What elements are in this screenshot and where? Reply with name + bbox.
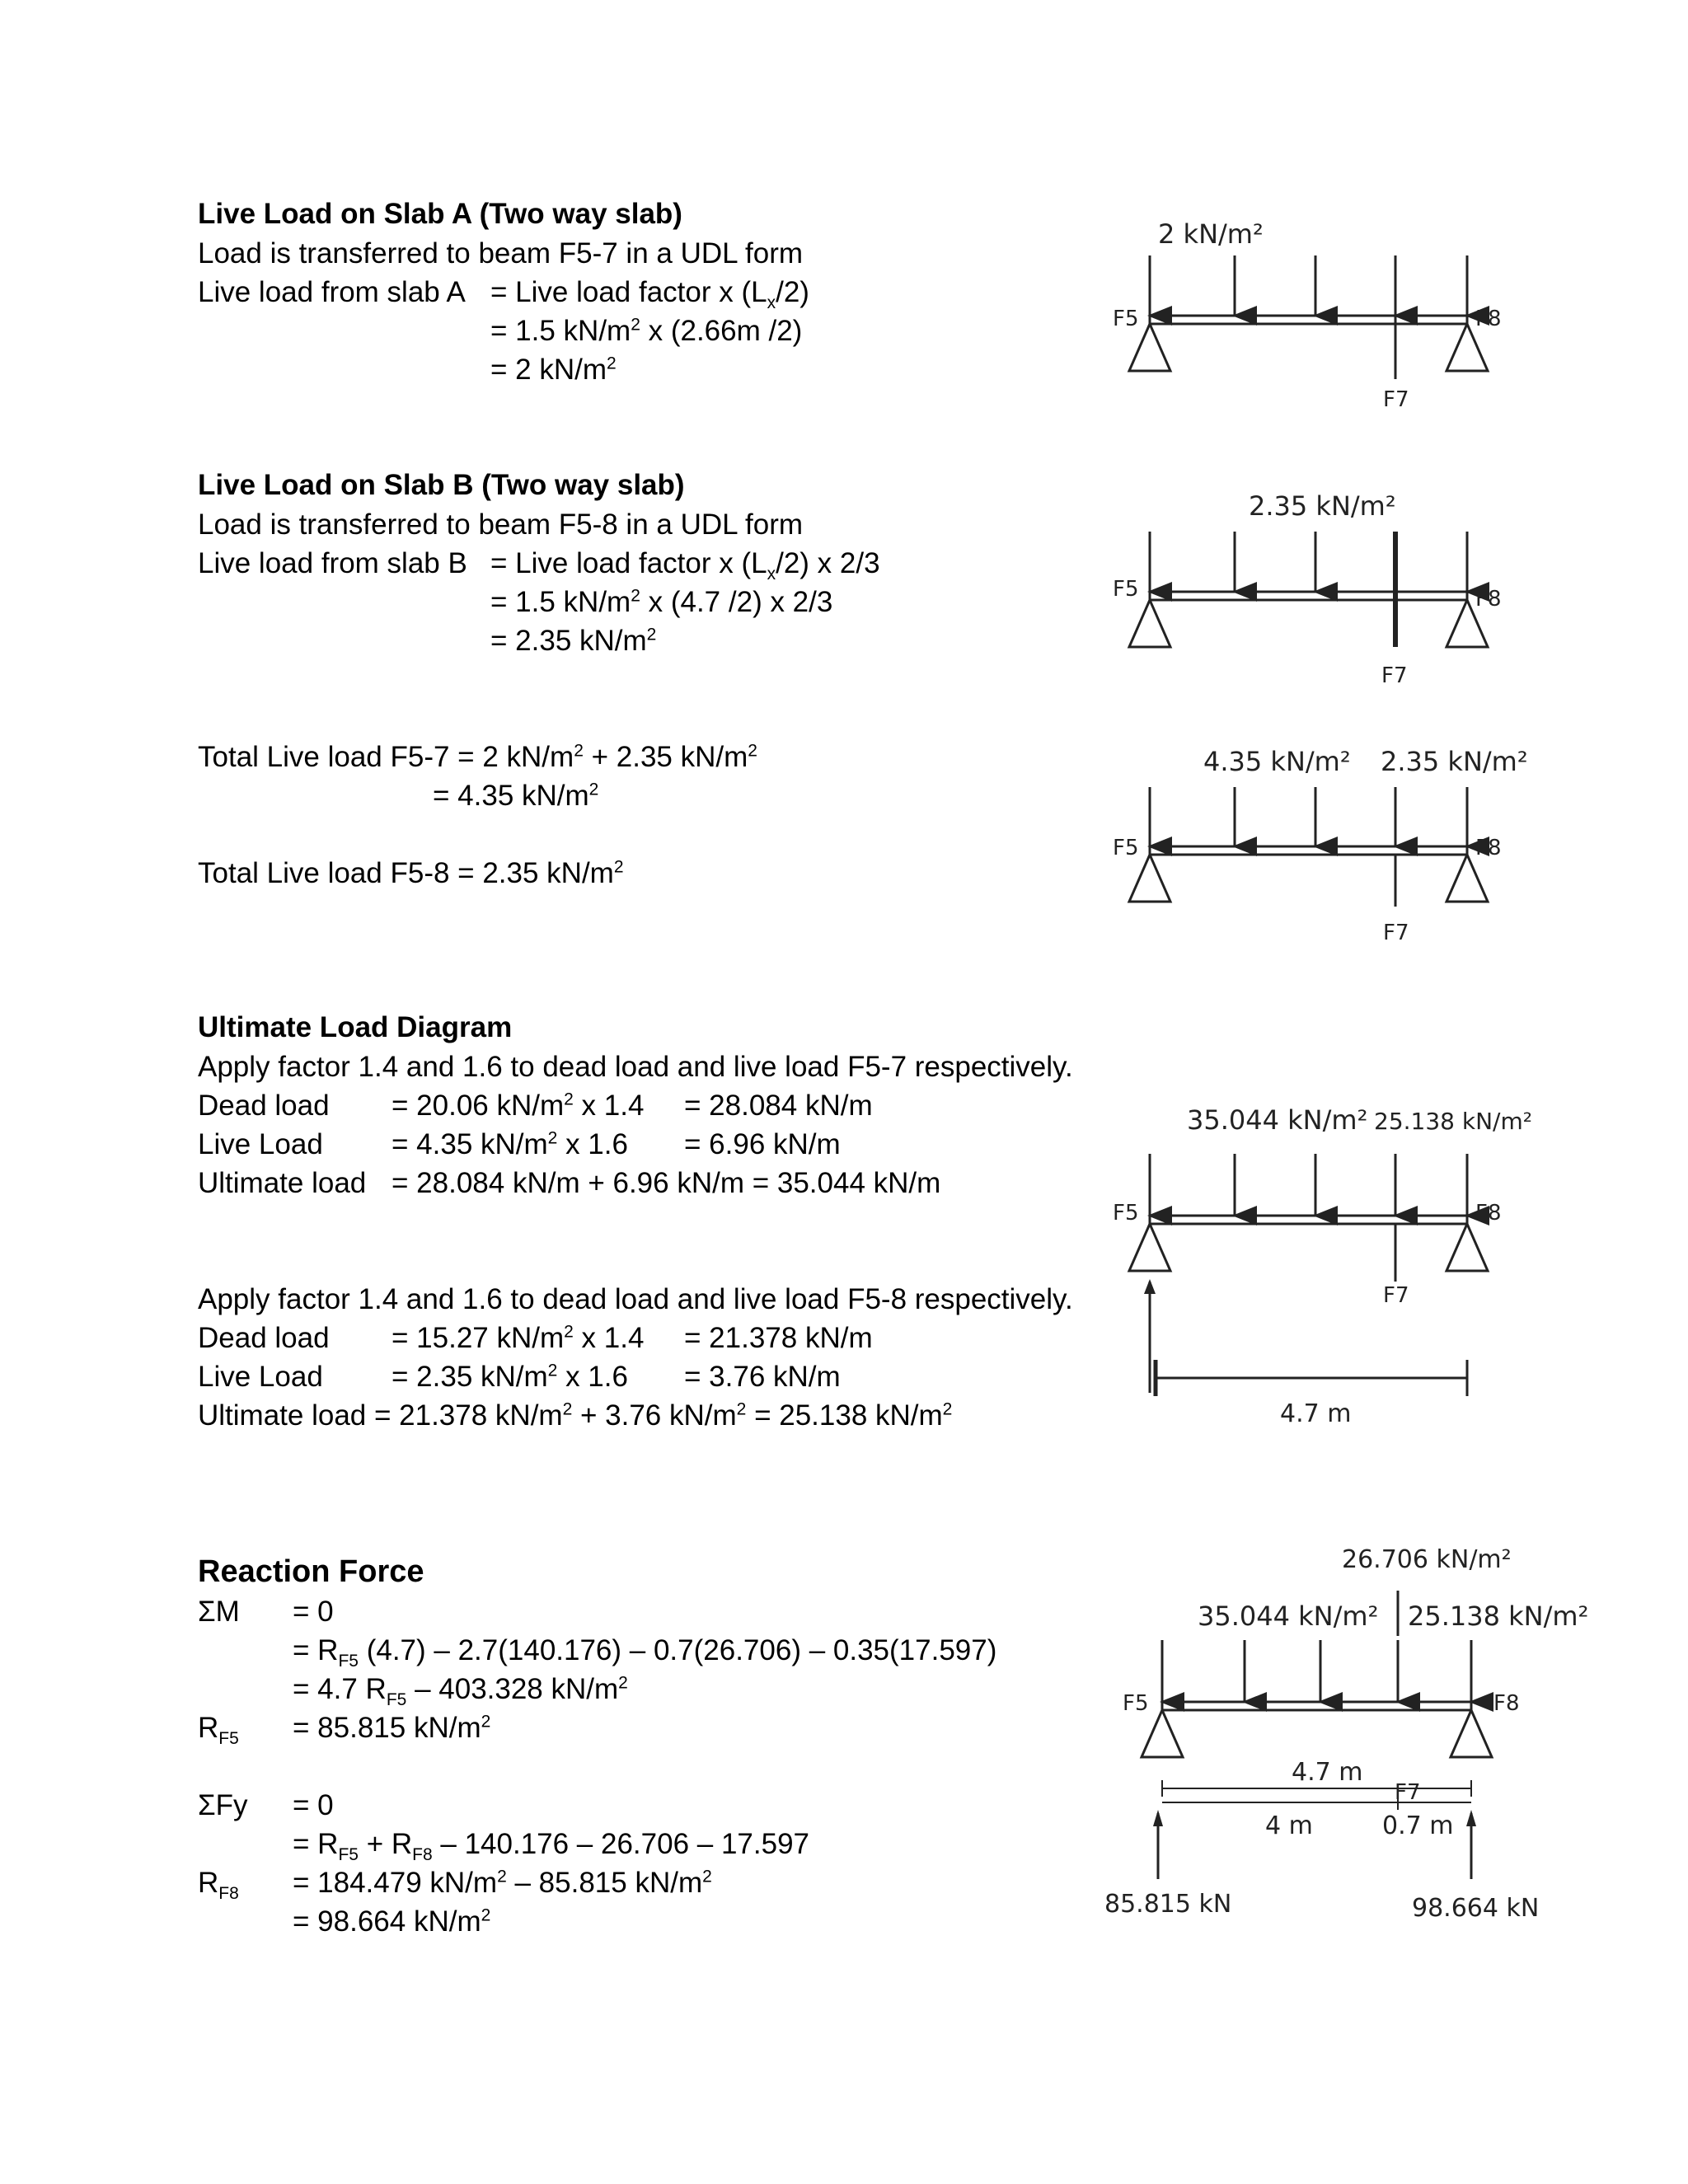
beam <box>1162 1702 1471 1710</box>
reaction-f5-label: 85.815 kN <box>1104 1890 1232 1919</box>
slab-a-eq3: = 2 $kN/m^2$ <box>490 354 617 386</box>
slab-a-eq1: = Live load factor x $(L_x/2)$ <box>490 276 809 312</box>
sum-moment-label: ΣM <box>198 1596 240 1628</box>
dead-load-f57: = 20.06 $kN/m^2$ x 1.4 <box>392 1090 645 1122</box>
dead-load-label-2: Dead load <box>198 1322 330 1354</box>
slab-a-line1: Load is transferred to beam F5-7 in a UDL form <box>198 237 804 269</box>
f8-label: F8 <box>1475 1201 1502 1226</box>
f7-label: F7 <box>1381 663 1408 688</box>
span-label: 4.7 m <box>1292 1758 1363 1787</box>
dead-load-f58: = 15.27 $kN/m^2$ x 1.4 <box>392 1322 645 1354</box>
rf8-value: = 98.664 $kN/m^2$ <box>293 1905 491 1938</box>
slab-b-label: Live load from slab B <box>198 547 467 579</box>
segment1-label: 4 m <box>1265 1811 1313 1840</box>
slab-a-eq2: = 1.5 $kN/m^2$ x (2.66m /2) <box>490 315 803 347</box>
f7-label: F7 <box>1383 1283 1409 1308</box>
sum-fy-label: ΣFy <box>198 1789 248 1821</box>
fy-eq3: = 184.479 $kN/m^2 - 85.815$ $kN/m^2$ <box>293 1867 712 1899</box>
beam <box>1150 592 1467 600</box>
rf8-label: $R_{F8}$ <box>198 1867 239 1903</box>
f5-label: F5 <box>1113 577 1139 602</box>
ultimate-load-diagram <box>1104 1096 1566 1442</box>
f7-label: F7 <box>1383 387 1409 412</box>
point-load-label: 26.706 kN/m² <box>1342 1545 1512 1574</box>
dead-load-label: Dead load <box>198 1090 330 1122</box>
beam <box>1150 1216 1467 1224</box>
slab-b-eq1: = Live load factor x $(L_x/2)$ x 2/3 <box>490 547 880 583</box>
slab-b-title: Live Load on Slab B (Two way slab) <box>198 469 685 501</box>
support-f5 <box>1129 855 1170 902</box>
load-label-f57: 4.35 kN/m² <box>1203 746 1351 777</box>
fy-eq1: = 0 <box>293 1789 334 1821</box>
fy-eq2: = $R_{F5} + R_{F8} - 140.176 - 26.706 - 17.597$ <box>293 1828 810 1864</box>
load-label: 2.35 kN/m² <box>1249 490 1396 522</box>
f5-label: F5 <box>1113 1201 1139 1226</box>
support-f5 <box>1129 1224 1170 1271</box>
f5-label: F5 <box>1113 836 1139 860</box>
live-load-label-2: Live Load <box>198 1361 323 1393</box>
dead-load-f57-result: = 28.084 kN/m <box>684 1090 873 1122</box>
load-label-f57: 35.044 kN/m² <box>1198 1601 1379 1632</box>
total-f58: Total Live load F5-8 = 2.35 $kN/m^2$ <box>198 857 624 889</box>
ultimate-load-label: Ultimate load <box>198 1167 367 1199</box>
live-load-f58: = 2.35 $kN/m^2$ x 1.6 <box>392 1361 628 1393</box>
ultimate-load-f58: Ultimate load = 21.378 $kN/m^2 + 3.76$ $kN/m^2 = 25.138$ $kN/m^2$ <box>198 1399 953 1432</box>
f5-label: F5 <box>1123 1691 1149 1716</box>
rf5-label: $R_{F5}$ <box>198 1712 239 1748</box>
rf5-value: = 85.815 $kN/m^2$ <box>293 1712 491 1744</box>
load-label-f57: 35.044 kN/m² <box>1187 1104 1368 1136</box>
live-load-f57-result: = 6.96 kN/m <box>684 1128 841 1160</box>
slab-b-eq2: = 1.5 $kN/m^2$ x (4.7 /2) x 2/3 <box>490 586 833 618</box>
moment-eq1: = 0 <box>293 1596 334 1628</box>
ultimate-f57-intro: Apply factor 1.4 and 1.6 to dead load and live load F5-7 respectively. <box>198 1051 1073 1083</box>
ultimate-f58-intro: Apply factor 1.4 and 1.6 to dead load and live load F5-8 respectively. <box>198 1283 1073 1315</box>
reaction-f8-label: 98.664 kN <box>1412 1894 1540 1923</box>
support-f5 <box>1129 600 1170 647</box>
moment-eq3: = 4.7 $R_{F5} - 403.328$ $kN/m^2$ <box>293 1673 628 1709</box>
udl-arrows <box>1150 532 1467 592</box>
slab-a-title: Live Load on Slab A (Two way slab) <box>198 198 682 230</box>
live-load-label: Live Load <box>198 1128 323 1160</box>
segment2-label: 0.7 m <box>1382 1811 1454 1840</box>
udl-arrows <box>1150 1154 1467 1216</box>
f7-label: F7 <box>1383 921 1409 945</box>
beam-diagram-slab-a <box>1104 206 1566 420</box>
load-label: 2 kN/m² <box>1158 218 1264 250</box>
slab-a-label: Live load from slab A <box>198 276 466 308</box>
udl-arrows <box>1150 255 1467 316</box>
f5-label: F5 <box>1113 307 1139 331</box>
load-label-f78: 2.35 kN/m² <box>1381 746 1528 777</box>
f7-label: F7 <box>1395 1780 1421 1805</box>
support-f8 <box>1447 1224 1488 1271</box>
span-label: 4.7 m <box>1280 1399 1352 1428</box>
f8-label: F8 <box>1493 1691 1520 1716</box>
f8-label: F8 <box>1475 587 1502 612</box>
dead-load-f58-result: = 21.378 kN/m <box>684 1322 873 1354</box>
reaction-force-diagram <box>1104 1533 1599 1929</box>
slab-b-eq3: = 2.35 $kN/m^2$ <box>490 625 657 657</box>
total-f57-result: = 4.35 $kN/m^2$ <box>433 780 599 812</box>
live-load-f58-result: = 3.76 kN/m <box>684 1361 841 1393</box>
support-f8 <box>1451 1710 1492 1757</box>
load-label-f78: 25.138 kN/m² <box>1408 1601 1589 1632</box>
udl-arrows <box>1162 1640 1471 1702</box>
beam-diagram-total <box>1104 742 1566 956</box>
live-load-f57: = 4.35 $kN/m^2$ x 1.6 <box>392 1128 628 1160</box>
beam <box>1150 846 1467 855</box>
beam-diagram-slab-b <box>1104 478 1566 692</box>
load-label-f78: 25.138 kN/m² <box>1374 1108 1532 1135</box>
total-f57: Total Live load F5-7 = 2 $kN/m^2 + 2.35$ $kN/m^2$ <box>198 741 757 773</box>
beam <box>1150 316 1467 324</box>
reaction-title: Reaction Force <box>198 1554 424 1589</box>
moment-eq2: = $R_{F5}$ (4.7) – 2.7(140.176) – 0.7(26.706) – 0.35(17.597) <box>293 1634 997 1671</box>
udl-arrows <box>1150 787 1467 846</box>
f8-label: F8 <box>1475 836 1502 860</box>
support-f8 <box>1447 855 1488 902</box>
ultimate-load-f57: = 28.084 kN/m + 6.96 kN/m = 35.044 kN/m <box>392 1167 941 1199</box>
support-f5 <box>1142 1710 1183 1757</box>
ultimate-title: Ultimate Load Diagram <box>198 1011 513 1043</box>
f8-label: F8 <box>1475 307 1502 331</box>
slab-b-line1: Load is transferred to beam F5-8 in a UDL form <box>198 509 804 541</box>
